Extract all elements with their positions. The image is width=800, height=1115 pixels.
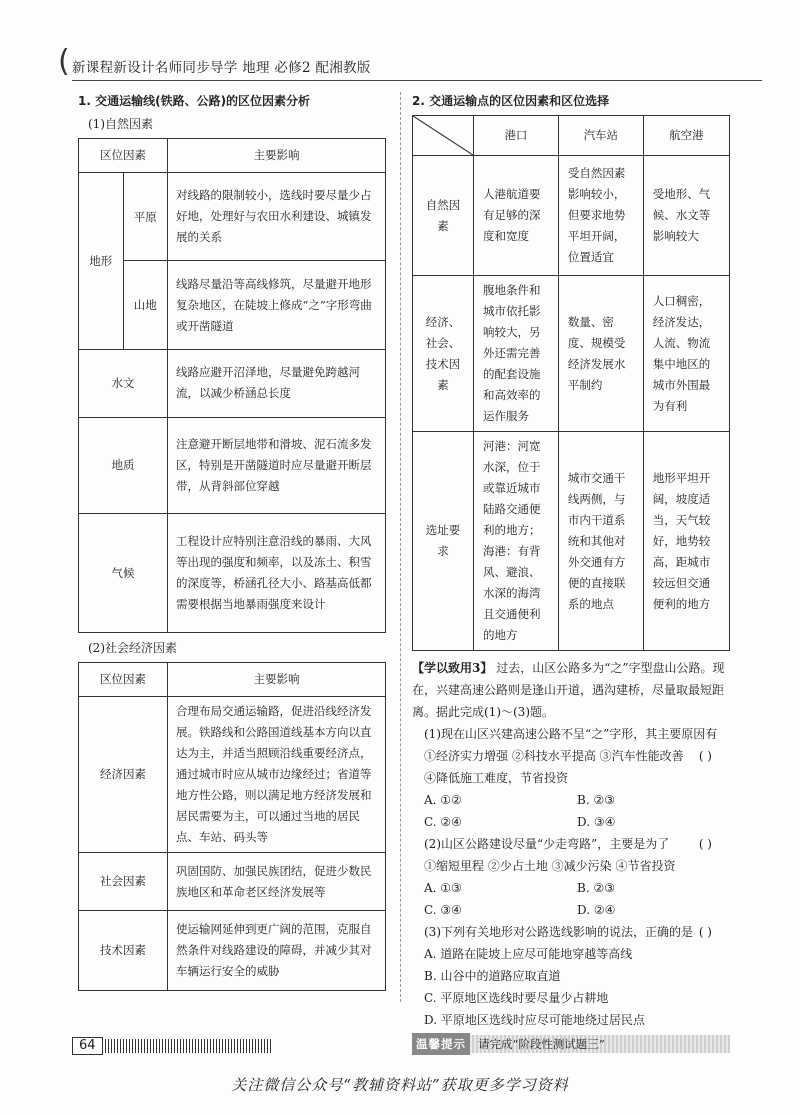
col-head-effect: 主要影响 xyxy=(168,663,386,697)
natural-factors-table xyxy=(78,138,386,633)
practice-block xyxy=(412,657,730,1053)
natural-airport: 受地形、气候、水文等影响较大 xyxy=(643,156,729,276)
q2-items: ①缩短里程 ②少占土地 ③减少污染 ④节省投资 xyxy=(424,859,676,873)
answer-blank-3[interactable]: ( ) xyxy=(698,925,712,939)
economic-airport: 人口稠密，经济发达，人流、物流集中地区的城市外围最为有利 xyxy=(643,276,729,432)
q3-option-a[interactable]: A. 道路在陡坡上应尽可能地穿越等高线 xyxy=(424,947,633,961)
economic-label: 经济因素 xyxy=(79,697,168,853)
page-header: 新课程新设计名师同步导学 地理 必修2 配湘教版 xyxy=(72,60,371,76)
col-airport: 航空港 xyxy=(643,116,729,156)
tech-text: 使运输网延伸到更广阔的范围，克服自然条件对线路建设的障碍，并减少其对车辆运行安全的威胁 xyxy=(168,911,386,991)
col-head-factor: 区位因素 xyxy=(79,663,168,697)
row-economic-label: 经济、社会、技术因素 xyxy=(413,276,474,432)
plain-label: 平原 xyxy=(123,173,168,261)
q1-option-c[interactable]: C. ②④ xyxy=(424,815,462,829)
terrain-label: 地形 xyxy=(79,173,124,350)
footer-note: 关注微信公众号“教辅资料站”获取更多学习资料 xyxy=(231,1076,569,1094)
economic-text: 合理布局交通运输路，促进沿线经济发展。铁路线和公路国道线基本方向以直达为主，并适当照顾沿线重要经济点，通过城市时应从城市边缘经过；省道等地方性公路，则以满足地方经济发展和居民需要为主，可以通过当地的居民点、车站、码头等 xyxy=(168,697,386,853)
tip-text: 请完成“阶段性测试题三” xyxy=(478,1037,605,1051)
question-1: (1)现在山区兴建高速公路不呈“之”字形，其主要原因有 ( ) xyxy=(412,723,730,745)
row-site-label: 选址要求 xyxy=(413,432,474,651)
society-text: 巩固国防、加强民族团结，促进少数民族地区和革命老区经济发展等 xyxy=(168,853,386,911)
practice-intro: 【学以致用3】 过去，山区公路多为“之”字型盘山公路。现在，兴建高速公路则是逢山开道，遇沟建桥，尽量取最短距离。据此完成(1)～(3)题。 xyxy=(412,661,725,719)
question-3: (3)下列有关地形对公路选线影响的说法，正确的是 ( ) xyxy=(412,921,730,943)
q2-options xyxy=(412,877,730,921)
natural-bus: 受自然因素影响较小，但要求地势平坦开阔，位置适宜 xyxy=(558,156,643,276)
site-bus: 城市交通干线两侧，与市内干道系统和其他对外交通有方便的直接联系的地点 xyxy=(558,432,643,651)
society-label: 社会因素 xyxy=(79,853,168,911)
q3-option-c[interactable]: C. 平原地区选线时要尽量少占耕地 xyxy=(424,991,609,1005)
answer-blank-2[interactable]: ( ) xyxy=(698,837,712,851)
tip-label: 温馨提示 xyxy=(412,1033,470,1055)
q2-option-a[interactable]: A. ①③ xyxy=(424,881,462,895)
page-number-bar xyxy=(72,1036,272,1056)
q1-option-a[interactable]: A. ①② xyxy=(424,793,462,807)
geo-label: 地质 xyxy=(79,418,168,514)
mountain-label: 山地 xyxy=(123,261,168,349)
column-divider xyxy=(400,92,401,1002)
q2-option-d[interactable]: D. ②④ xyxy=(577,903,616,917)
q1-items: ①经济实力增强 ②科技水平提高 ③汽车性能改善 ④降低施工难度，节省投资 xyxy=(424,749,684,785)
practice-tag: 【学以致用3】 xyxy=(412,661,493,675)
col-head-effect: 主要影响 xyxy=(168,139,386,173)
q1-option-d[interactable]: D. ③④ xyxy=(577,815,616,829)
q1-options xyxy=(412,789,730,833)
q1-option-b[interactable]: B. ②③ xyxy=(577,793,615,807)
diagonal-header-cell xyxy=(413,116,474,156)
section1-title: 1. 交通运输线(铁路、公路)的区位因素分析 xyxy=(78,94,311,108)
q2-option-b[interactable]: B. ②③ xyxy=(577,881,615,895)
social-title: (2)社会经济因素 xyxy=(88,641,177,655)
transport-points-table xyxy=(412,115,730,651)
q3-option-d[interactable]: D. 平原地区选线时应尽可能地绕过居民点 xyxy=(424,1013,645,1027)
site-port: 河港：河宽水深，位于或靠近城市陆路交通便利的地方； 海港：有背风、避浪、水深的海湾且交通便利的地方 xyxy=(474,432,559,651)
answer-blank-1[interactable]: ( ) xyxy=(698,749,712,763)
mountain-text: 线路尽量沿等高线修筑，尽量避开地形复杂地区，在陡坡上修成“之”字形弯曲或开凿隧道 xyxy=(168,261,386,349)
climate-label: 气候 xyxy=(79,514,168,633)
natural-port: 人港航道要有足够的深度和宽度 xyxy=(474,156,559,276)
tip-bar xyxy=(412,1035,730,1053)
tech-label: 技术因素 xyxy=(79,911,168,991)
water-text: 线路应避开沼泽地，尽量避免跨越河流，以减少桥涵总长度 xyxy=(168,349,386,417)
social-factors-table xyxy=(78,662,386,991)
section2-title: 2. 交通运输点的区位因素和区位选择 xyxy=(412,94,610,108)
natural-title: (1)自然因素 xyxy=(88,117,153,131)
geo-text: 注意避开断层地带和滑坡、泥石流多发区，特别是开凿隧道时应尽量避开断层带，从背斜部位穿越 xyxy=(168,418,386,514)
header-rule xyxy=(72,80,762,81)
col-bus-station: 汽车站 xyxy=(558,116,643,156)
question-2: (2)山区公路建设尽量“少走弯路”，主要是为了 ( ) xyxy=(412,833,730,855)
page-dots xyxy=(105,1039,272,1053)
page-number: 64 xyxy=(72,1037,103,1055)
header-bracket: ( xyxy=(58,44,70,79)
climate-text: 工程设计应特别注意沿线的暴雨、大风等出现的强度和频率，以及冻土、积雪的深度等，桥涵孔径大小、路基高低都需要根据当地暴雨强度来设计 xyxy=(168,514,386,633)
site-airport: 地形平坦开阔，坡度适当，天气较好，地势较高，距城市较远但交通便利的地方 xyxy=(643,432,729,651)
q3-option-b[interactable]: B. 山谷中的道路应取直道 xyxy=(424,969,561,983)
right-column xyxy=(412,92,730,1053)
q2-option-c[interactable]: C. ③④ xyxy=(424,903,462,917)
col-head-factor: 区位因素 xyxy=(79,139,168,173)
col-port: 港口 xyxy=(474,116,559,156)
row-natural-label: 自然因素 xyxy=(413,156,474,276)
economic-bus: 数量、密度、规模受经济发展水平制约 xyxy=(558,276,643,432)
water-label: 水文 xyxy=(79,349,168,417)
left-column xyxy=(78,92,386,991)
economic-port: 腹地条件和城市依托影响较大，另外还需完善的配套设施和高效率的运作服务 xyxy=(474,276,559,432)
plain-text: 对线路的限制较小，选线时要尽量少占好地，处理好与农田水利建设、城镇发展的关系 xyxy=(168,173,386,261)
